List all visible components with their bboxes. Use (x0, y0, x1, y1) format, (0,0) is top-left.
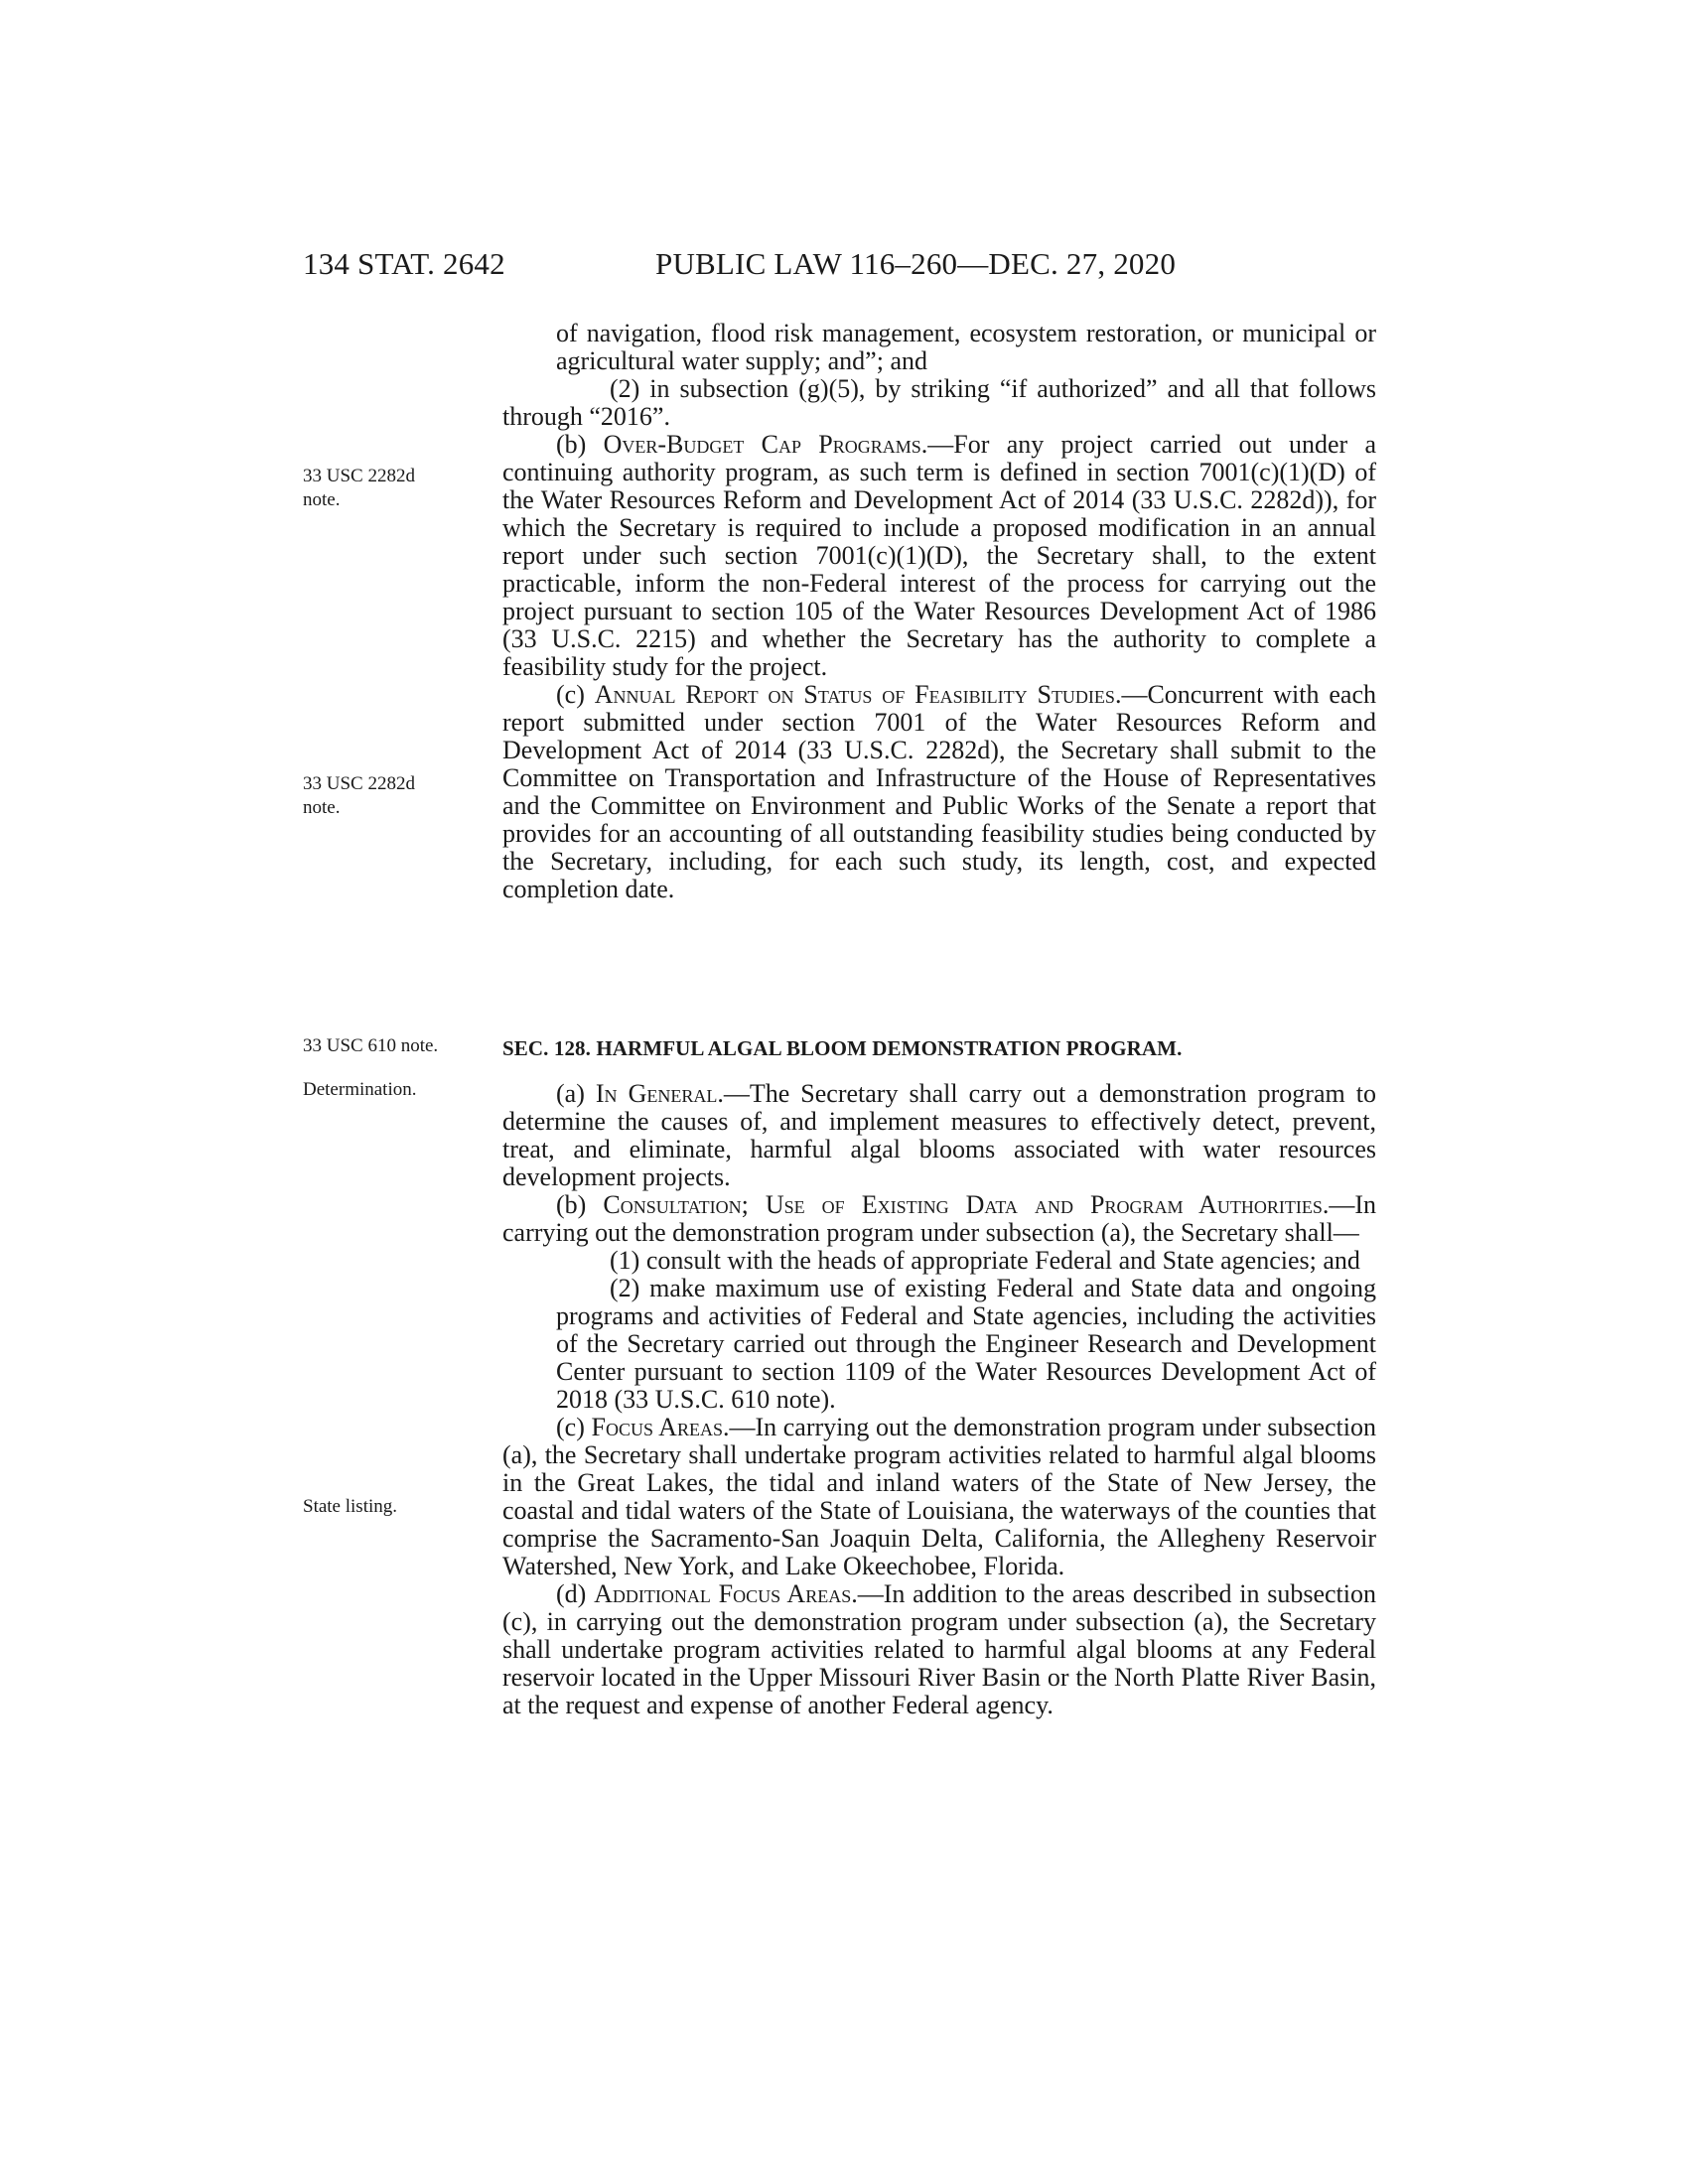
item-2-text: (2) in subsection (g)(5), by striking “if authorized” and all that follows through “2016”. (502, 374, 1376, 431)
margin-note-usc-2282d-c: 33 USC 2282d note. (303, 773, 415, 818)
item-2-paragraph (502, 375, 1376, 431)
continued-paragraph: of navigation, flood risk management, ecosystem restoration, or municipal or agricultural water supply; and”; and (556, 319, 1376, 375)
section-128-c-heading: Focus Areas (591, 1413, 723, 1441)
subsection-b-heading: Over-Budget Cap Programs (603, 430, 921, 459)
section-128-d-label: (d) (556, 1579, 595, 1608)
section-heading: SEC. 128. HARMFUL ALGAL BLOOM DEMONSTRATION PROGRAM. (502, 1036, 1183, 1060)
section-128-a-paragraph (502, 1080, 1376, 1191)
section-128-b-paragraph (502, 1191, 1376, 1247)
section-128-b-1-paragraph: (1) consult with the heads of appropriate Federal and State agencies; and (610, 1246, 1360, 1275)
subsection-b-label: (b) (556, 430, 604, 459)
section-128-d-paragraph (502, 1580, 1376, 1719)
subsection-b-paragraph (502, 431, 1376, 681)
margin-note-determination: Determination. (303, 1079, 417, 1100)
subsection-c-heading: Annual Report on Status of Feasibility Studies (594, 680, 1115, 709)
section-128-b-text: .—In carrying out the demonstration program under subsection (a), the Secretary shall— (502, 1190, 1376, 1247)
section-128-d-heading: Additional Focus Areas (594, 1579, 852, 1608)
section-128-b-heading: Consultation; Use of Existing Data and Program Authorities (603, 1190, 1323, 1219)
running-title: PUBLIC LAW 116–260—DEC. 27, 2020 (655, 246, 1177, 281)
section-128-a-text: .—The Secretary shall carry out a demonstration program to determine the causes of, and implement measures to effectively detect, prevent, treat, and eliminate, harmful algal blooms associated with water resources development projects. (502, 1079, 1376, 1191)
section-128-c-label: (c) (556, 1413, 592, 1441)
margin-note-usc-2282d-b: 33 USC 2282d note. (303, 466, 415, 510)
section-128-b-2-paragraph: (2) make maximum use of existing Federal and State data and ongoing programs and activities of Federal and State agencies, including the activities of the Secretary carried out through the Engineer Research and Development Center pursuant to section 1109 of the Water Resources Development Act of 2018 (33 U.S.C. 610 note). (556, 1274, 1376, 1414)
body-text-top (502, 320, 1376, 903)
section-128-c-paragraph (502, 1414, 1376, 1580)
section-128-c-text: .—In carrying out the demonstration program under subsection (a), the Secretary shall undertake program activities related to harmful algal blooms in the Great Lakes, the tidal and inland waters of the State of New Jersey, the coastal and tidal waters of the State of Louisiana, the waterways of the counties that comprise the Sacramento-San Joaquin Delta, California, the Allegheny Reservoir Watershed, New York, and Lake Okeechobee, Florida. (502, 1413, 1376, 1580)
subsection-c-label: (c) (556, 680, 595, 709)
margin-note-state-listing: State listing. (303, 1496, 397, 1517)
section-128-a-label: (a) (556, 1079, 596, 1108)
page-number: 134 STAT. 2642 (303, 246, 505, 281)
section-128 (502, 1034, 1376, 1719)
margin-note-usc-610: 33 USC 610 note. (303, 1035, 439, 1056)
section-128-d-text: .—In addition to the areas described in subsection (c), in carrying out the demonstration program under subsection (a), the Secretary shall undertake program activities related to harmful algal blooms at any Federal reservoir located in the Upper Missouri River Basin or the North Platte River Basin, at the request and expense of another Federal agency. (502, 1579, 1376, 1719)
subsection-c-paragraph (502, 681, 1376, 903)
subsection-c-text: .—Concurrent with each report submitted under section 7001 of the Water Resources Reform and Development Act of 2014 (33 U.S.C. 2282d), the Secretary shall submit to the Committee on Transportation and Infrastructure of the House of Representatives and the Committee on Environment and Public Works of the Senate a report that provides for an accounting of all outstanding feasibility studies being conducted by the Secretary, including, for each such study, its length, cost, and expected completion date. (502, 680, 1376, 903)
section-128-b-label: (b) (556, 1190, 604, 1219)
subsection-b-text: .—For any project carried out under a continuing authority program, as such term is defined in section 7001(c)(1)(D) of the Water Resources Reform and Development Act of 2014 (33 U.S.C. 2282d)), for which the Secretary is required to include a proposed modification in an annual report under such section 7001(c)(1)(D), the Secretary shall, to the extent practicable, inform the non-Federal interest of the process for carrying out the project pursuant to section 105 of the Water Resources Development Act of 1986 (33 U.S.C. 2215) and whether the Secretary has the authority to complete a feasibility study for the project. (502, 430, 1376, 681)
section-128-a-heading: In General (595, 1079, 718, 1108)
